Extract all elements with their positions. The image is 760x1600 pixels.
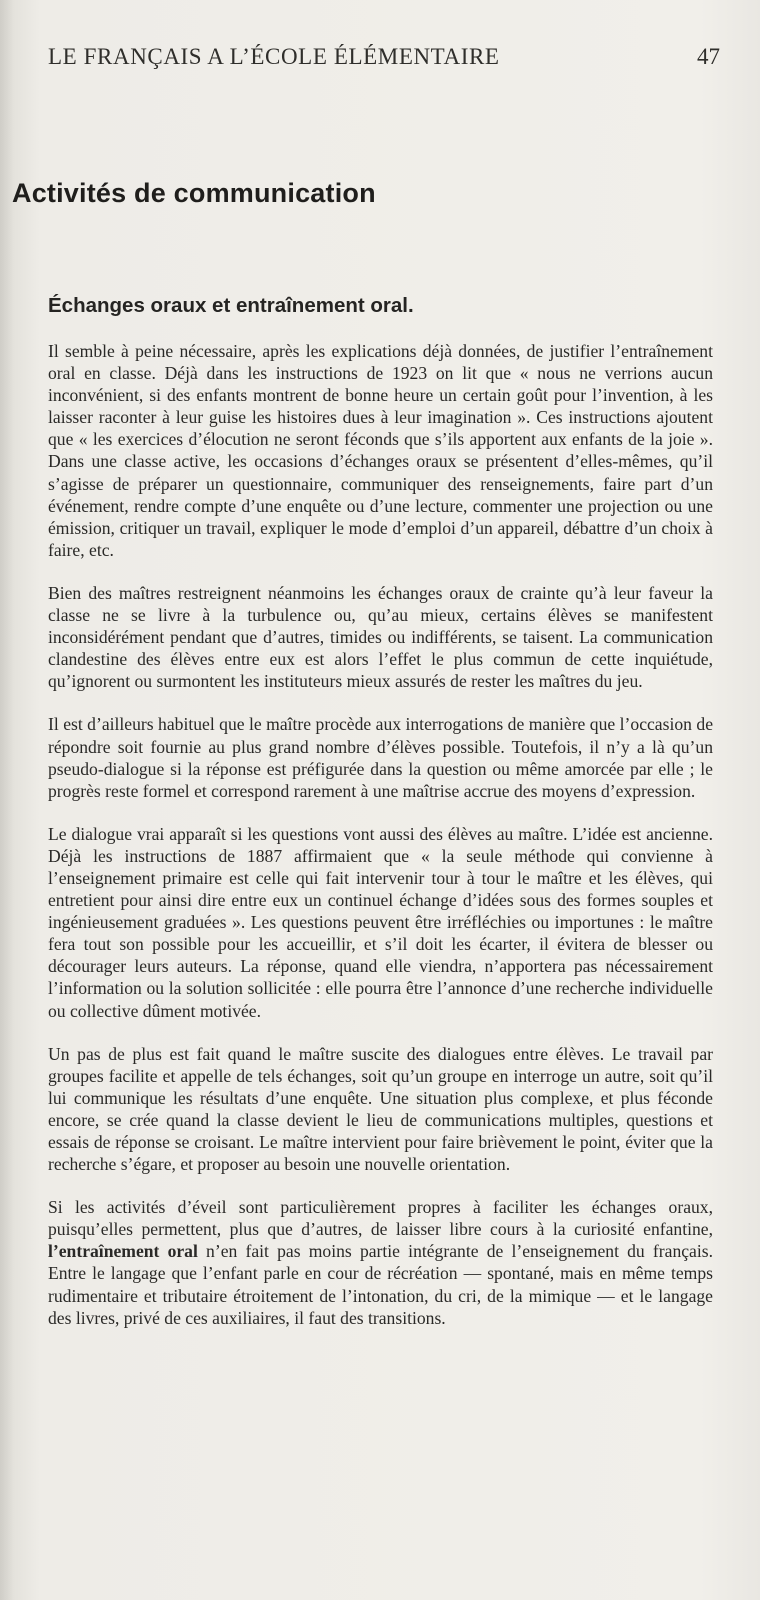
paragraph: Il est d’ailleurs habituel que le maître procède aux interrogations de manière que l’occasion de répondre soit fournie au plus grand nombre d’élèves possible. Toutefois, il n’y a là qu’un pseudo-dialogue si la réponse est préfigurée dans la question ou même amorcée par elle ; le progrès reste formel et correspond rarement à une maîtrise accrue des moyens d’expression. <box>48 714 713 801</box>
running-title: LE FRANÇAIS A L’ÉCOLE ÉLÉMENTAIRE <box>48 44 500 69</box>
paragraph: Un pas de plus est fait quand le maître suscite des dialogues entre élèves. Le travail par groupes facilite et appelle de tels échanges, soit qu’un groupe en interroge un autre, soit qu’il lui communique les résultats d’une enquête. Une situation plus complexe, et plus féconde encore, se crée quand la classe devient le lieu de communications multiples, questions et essais de réponse se croisant. Le maître intervient pour faire brièvement le point, éviter que la recherche s’égare, et proposer au besoin une nouvelle orientation. <box>48 1043 713 1175</box>
running-header <box>48 44 720 76</box>
emphasis-text: l’entraînement oral <box>48 1241 198 1262</box>
paragraph: Bien des maîtres restreignent néanmoins les échanges oraux de crainte qu’à leur faveur la classe ne se livre à la turbulence ou, qu’au mieux, certains élèves se manifestent inconsidérément pendant que d’autres, timides ou indifférents, se taisent. La communication clandestine des élèves entre eux est alors l’effet le plus commun de cette inquiétude, qu’ignorent ou surmontent les instituteurs mieux assurés de rester les maîtres du jeu. <box>48 582 713 692</box>
paragraph-last <box>48 1196 713 1329</box>
body-text <box>48 340 713 1350</box>
paragraph-text: Si les activités d’éveil sont particulièrement propres à faciliter les échanges oraux, puisqu’elles permettent, plus que d’autres, de laisser libre cours à la curiosité enfantine, <box>48 1197 713 1240</box>
paragraph: Le dialogue vrai apparaît si les questions vont aussi des élèves au maître. L’idée est ancienne. Déjà les instructions de 1887 affirmaient que « la seule méthode qui convienne à l’enseignement primaire est celle qui fait intervenir tour à tour le maître et les élèves, qui entretient pour ainsi dire entre eux un continuel échange d’idées sous des formes souples et ingénieusement graduées ». Les questions peuvent être irréfléchies ou importunes : le maître fera tout son possible pour les accueillir, et s’il doit les écarter, il évitera de blesser ou décourager leurs auteurs. La réponse, quand elle viendra, n’apportera pas nécessairement l’information ou la solution sollicitée : elle pourra être l’annonce d’une recherche individuelle ou collective dûment motivée. <box>48 823 713 1021</box>
paragraph: Il semble à peine nécessaire, après les explications déjà données, de justifier l’entraînement oral en classe. Déjà dans les instructions de 1923 on lit que « nous ne verrions aucun inconvénient, si des enfants montrent de bonne heure un certain goût pour l’invention, à les laisser raconter à leur guise les histoires dues à leur imagination ». Ces instructions ajoutent que « les exercices d’élocution ne seront féconds que s’ils apportent aux enfants de la joie ». Dans une classe active, les occasions d’échanges oraux se présentent d’elles-mêmes, qu’il s’agisse de préparer un questionnaire, communiquer des renseignements, faire part d’un événement, rendre compte d’une enquête ou d’une lecture, commenter une projection ou une émission, critiquer un travail, expliquer le mode d’emploi d’un appareil, débattre d’un choix à faire, etc. <box>48 341 713 560</box>
page-number: 47 <box>697 44 720 69</box>
section-title: Activités de communication <box>12 178 376 208</box>
paragraph-text: n’en fait pas moins partie intégrante de l’enseignement du français. Entre le langage que l’enfant parle en cour de récréation — spontané, mais en même temps rudimentaire et tributaire étroitement de l’intonation, du cri, de la mimique — et le langage des livres, privé de ces auxiliaires, il faut des transitions. <box>48 1241 713 1328</box>
subsection-title: Échanges oraux et entraînement oral. <box>48 294 414 317</box>
